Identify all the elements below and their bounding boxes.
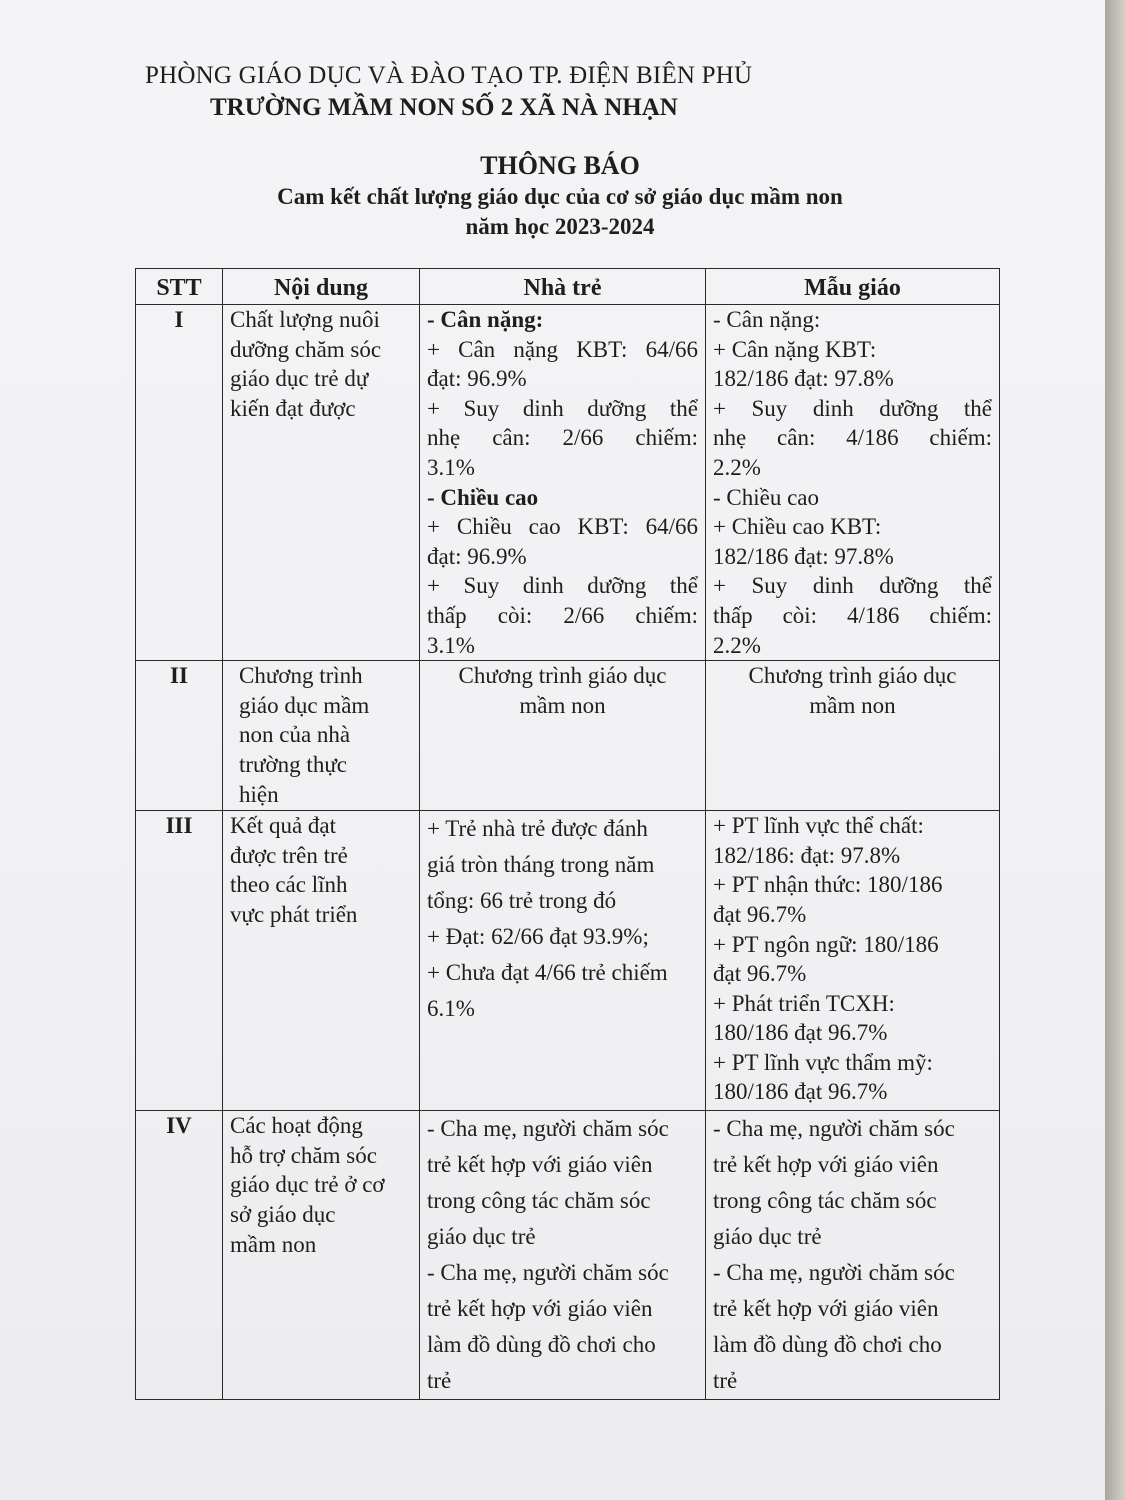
content-line: giáo dục trẻ ở cơ xyxy=(230,1172,385,1198)
text-line: - Cha mẹ, người chăm sóc xyxy=(713,1116,955,1142)
text-line: 3.1% xyxy=(427,632,475,658)
text-line: Chương trình giáo dục xyxy=(748,663,957,689)
text-line: trong công tác chăm sóc xyxy=(713,1188,937,1214)
header-content: Nội dung xyxy=(223,269,420,305)
row-content xyxy=(223,305,420,661)
text-line: trẻ kết hợp với giáo viên xyxy=(713,1152,939,1178)
content-line: hỗ trợ chăm sóc xyxy=(230,1142,377,1168)
row-number: III xyxy=(136,811,223,1111)
mau-giao-cell xyxy=(706,1111,1000,1400)
text-line: đạt: 96.9% xyxy=(427,543,527,569)
notice-title: THÔNG BÁO xyxy=(480,151,640,180)
page-edge-background xyxy=(1105,0,1125,1500)
content-line: Chương trình xyxy=(239,663,363,689)
notice-subtitle: Cam kết chất lượng giáo dục của cơ sở giáo dục mầm non xyxy=(277,184,843,209)
text-line: Chương trình giáo dục xyxy=(458,663,667,689)
nha-tre-cell xyxy=(420,1111,706,1400)
text-line: 3.1% xyxy=(427,454,475,480)
text-line: thấp còi: 4/186 chiếm: xyxy=(713,602,992,628)
content-line: giáo dục mầm xyxy=(239,692,370,718)
nha-tre-cell xyxy=(420,661,706,811)
content-line: kiến đạt được xyxy=(230,395,356,421)
text-line: trong công tác chăm sóc xyxy=(427,1188,651,1214)
text-line: + PT ngôn ngữ: 180/186 xyxy=(713,931,939,957)
content-line: theo các lĩnh xyxy=(230,872,348,898)
school-year: năm học 2023-2024 xyxy=(465,214,655,239)
text-line: + PT lĩnh vực thể chất: xyxy=(713,813,924,839)
content-line: vực phát triển xyxy=(230,901,358,927)
text-line: - Cha mẹ, người chăm sóc xyxy=(427,1260,669,1286)
notice-title-block xyxy=(160,150,960,242)
text-line: - Cân nặng: xyxy=(713,307,821,332)
content-line: hiện xyxy=(239,781,279,807)
nha-tre-cell xyxy=(420,811,706,1111)
school-name: TRƯỜNG MẦM NON SỐ 2 XÃ NÀ NHẠN xyxy=(210,94,678,121)
text-line: + Chiều cao KBT: 64/66 xyxy=(427,514,698,540)
mau-giao-cell xyxy=(706,811,1000,1111)
text-line: + Đạt: 62/66 đạt 93.9%; xyxy=(427,924,649,950)
table-row xyxy=(136,661,1000,811)
text-line: nhẹ cân: 2/66 chiếm: xyxy=(427,425,698,451)
text-line: 2.2% xyxy=(713,632,761,658)
content-line: mầm non xyxy=(230,1231,317,1257)
text-line: làm đồ dùng đồ chơi cho xyxy=(427,1332,656,1358)
text-line: 2.2% xyxy=(713,454,761,480)
text-line: + Cân nặng KBT: xyxy=(713,336,877,362)
content-line: Kết quả đạt xyxy=(230,813,337,839)
text-line: giá tròn tháng trong năm xyxy=(427,852,655,878)
text-line: + Suy dinh dưỡng thể xyxy=(427,573,698,599)
text-line: + Trẻ nhà trẻ được đánh xyxy=(427,816,648,842)
content-line: trường thực xyxy=(239,751,347,777)
text-line: 182/186 đạt: 97.8% xyxy=(713,366,894,392)
row-number: IV xyxy=(136,1111,223,1400)
content-line: giáo dục trẻ dự xyxy=(230,366,369,392)
row-number: I xyxy=(136,305,223,661)
text-line: + PT nhận thức: 180/186 xyxy=(713,872,943,898)
content-line: Chất lượng nuôi xyxy=(230,307,380,332)
text-line: + Chiều cao KBT: xyxy=(713,514,882,540)
text-line: + PT lĩnh vực thẩm mỹ: xyxy=(713,1049,933,1075)
row-content xyxy=(223,661,420,811)
text-line: mầm non xyxy=(519,692,606,718)
text-line: trẻ kết hợp với giáo viên xyxy=(427,1152,653,1178)
header-mau-giao: Mẫu giáo xyxy=(706,269,1000,305)
text-line: trẻ xyxy=(427,1368,452,1394)
text-line: 182/186 đạt: 97.8% xyxy=(713,543,894,569)
header-stt: STT xyxy=(136,269,223,305)
text-line: + Phát triển TCXH: xyxy=(713,990,895,1016)
text-line: + Cân nặng KBT: 64/66 xyxy=(427,336,698,362)
text-line: + Suy dinh dưỡng thể xyxy=(713,573,992,599)
department-name: PHÒNG GIÁO DỤC VÀ ĐÀO TẠO TP. ĐIỆN BIÊN PHỦ xyxy=(145,62,753,89)
table-row xyxy=(136,305,1000,661)
text-line: trẻ kết hợp với giáo viên xyxy=(713,1296,939,1322)
text-line: - Cha mẹ, người chăm sóc xyxy=(427,1116,669,1142)
table-row xyxy=(136,1111,1000,1400)
row-number: II xyxy=(136,661,223,811)
text-line: trẻ kết hợp với giáo viên xyxy=(427,1296,653,1322)
text-line: nhẹ cân: 4/186 chiếm: xyxy=(713,425,992,451)
text-line: + Chưa đạt 4/66 trẻ chiếm xyxy=(427,960,668,986)
row-content xyxy=(223,811,420,1111)
text-line: giáo dục trẻ xyxy=(427,1224,536,1250)
text-line: đạt 96.7% xyxy=(713,901,807,927)
text-line: 182/186: đạt: 97.8% xyxy=(713,842,901,868)
text-line: mầm non xyxy=(809,692,896,718)
table-header-row xyxy=(136,269,1000,305)
nha-tre-cell xyxy=(420,305,706,661)
mau-giao-cell xyxy=(706,661,1000,811)
content-line: được trên trẻ xyxy=(230,842,348,868)
text-line: giáo dục trẻ xyxy=(713,1224,822,1250)
text-line: trẻ xyxy=(713,1368,738,1394)
text-line: tổng: 66 trẻ trong đó xyxy=(427,888,617,914)
content-line: dưỡng chăm sóc xyxy=(230,336,382,362)
text-line: - Cha mẹ, người chăm sóc xyxy=(713,1260,955,1286)
content-line: sở giáo dục xyxy=(230,1201,336,1227)
row-content xyxy=(223,1111,420,1400)
text-line: 180/186 đạt 96.7% xyxy=(713,1079,888,1105)
text-line: đạt: 96.9% xyxy=(427,366,527,392)
text-line: - Chiều cao xyxy=(427,484,539,510)
text-line: + Suy dinh dưỡng thể xyxy=(427,395,698,421)
text-line: - Cân nặng: xyxy=(427,307,544,332)
text-line: thấp còi: 2/66 chiếm: xyxy=(427,602,698,628)
text-line: - Chiều cao xyxy=(713,484,820,510)
text-line: làm đồ dùng đồ chơi cho xyxy=(713,1332,942,1358)
text-line: đạt 96.7% xyxy=(713,961,807,987)
text-line: 180/186 đạt 96.7% xyxy=(713,1020,888,1046)
table-row xyxy=(136,811,1000,1111)
header-nha-tre: Nhà trẻ xyxy=(420,269,706,305)
text-line: 6.1% xyxy=(427,996,475,1022)
text-line: + Suy dinh dưỡng thể xyxy=(713,395,992,421)
mau-giao-cell xyxy=(706,305,1000,661)
content-line: Các hoạt động xyxy=(230,1113,363,1139)
content-line: non của nhà xyxy=(239,722,351,748)
commitment-table xyxy=(135,268,1000,1400)
